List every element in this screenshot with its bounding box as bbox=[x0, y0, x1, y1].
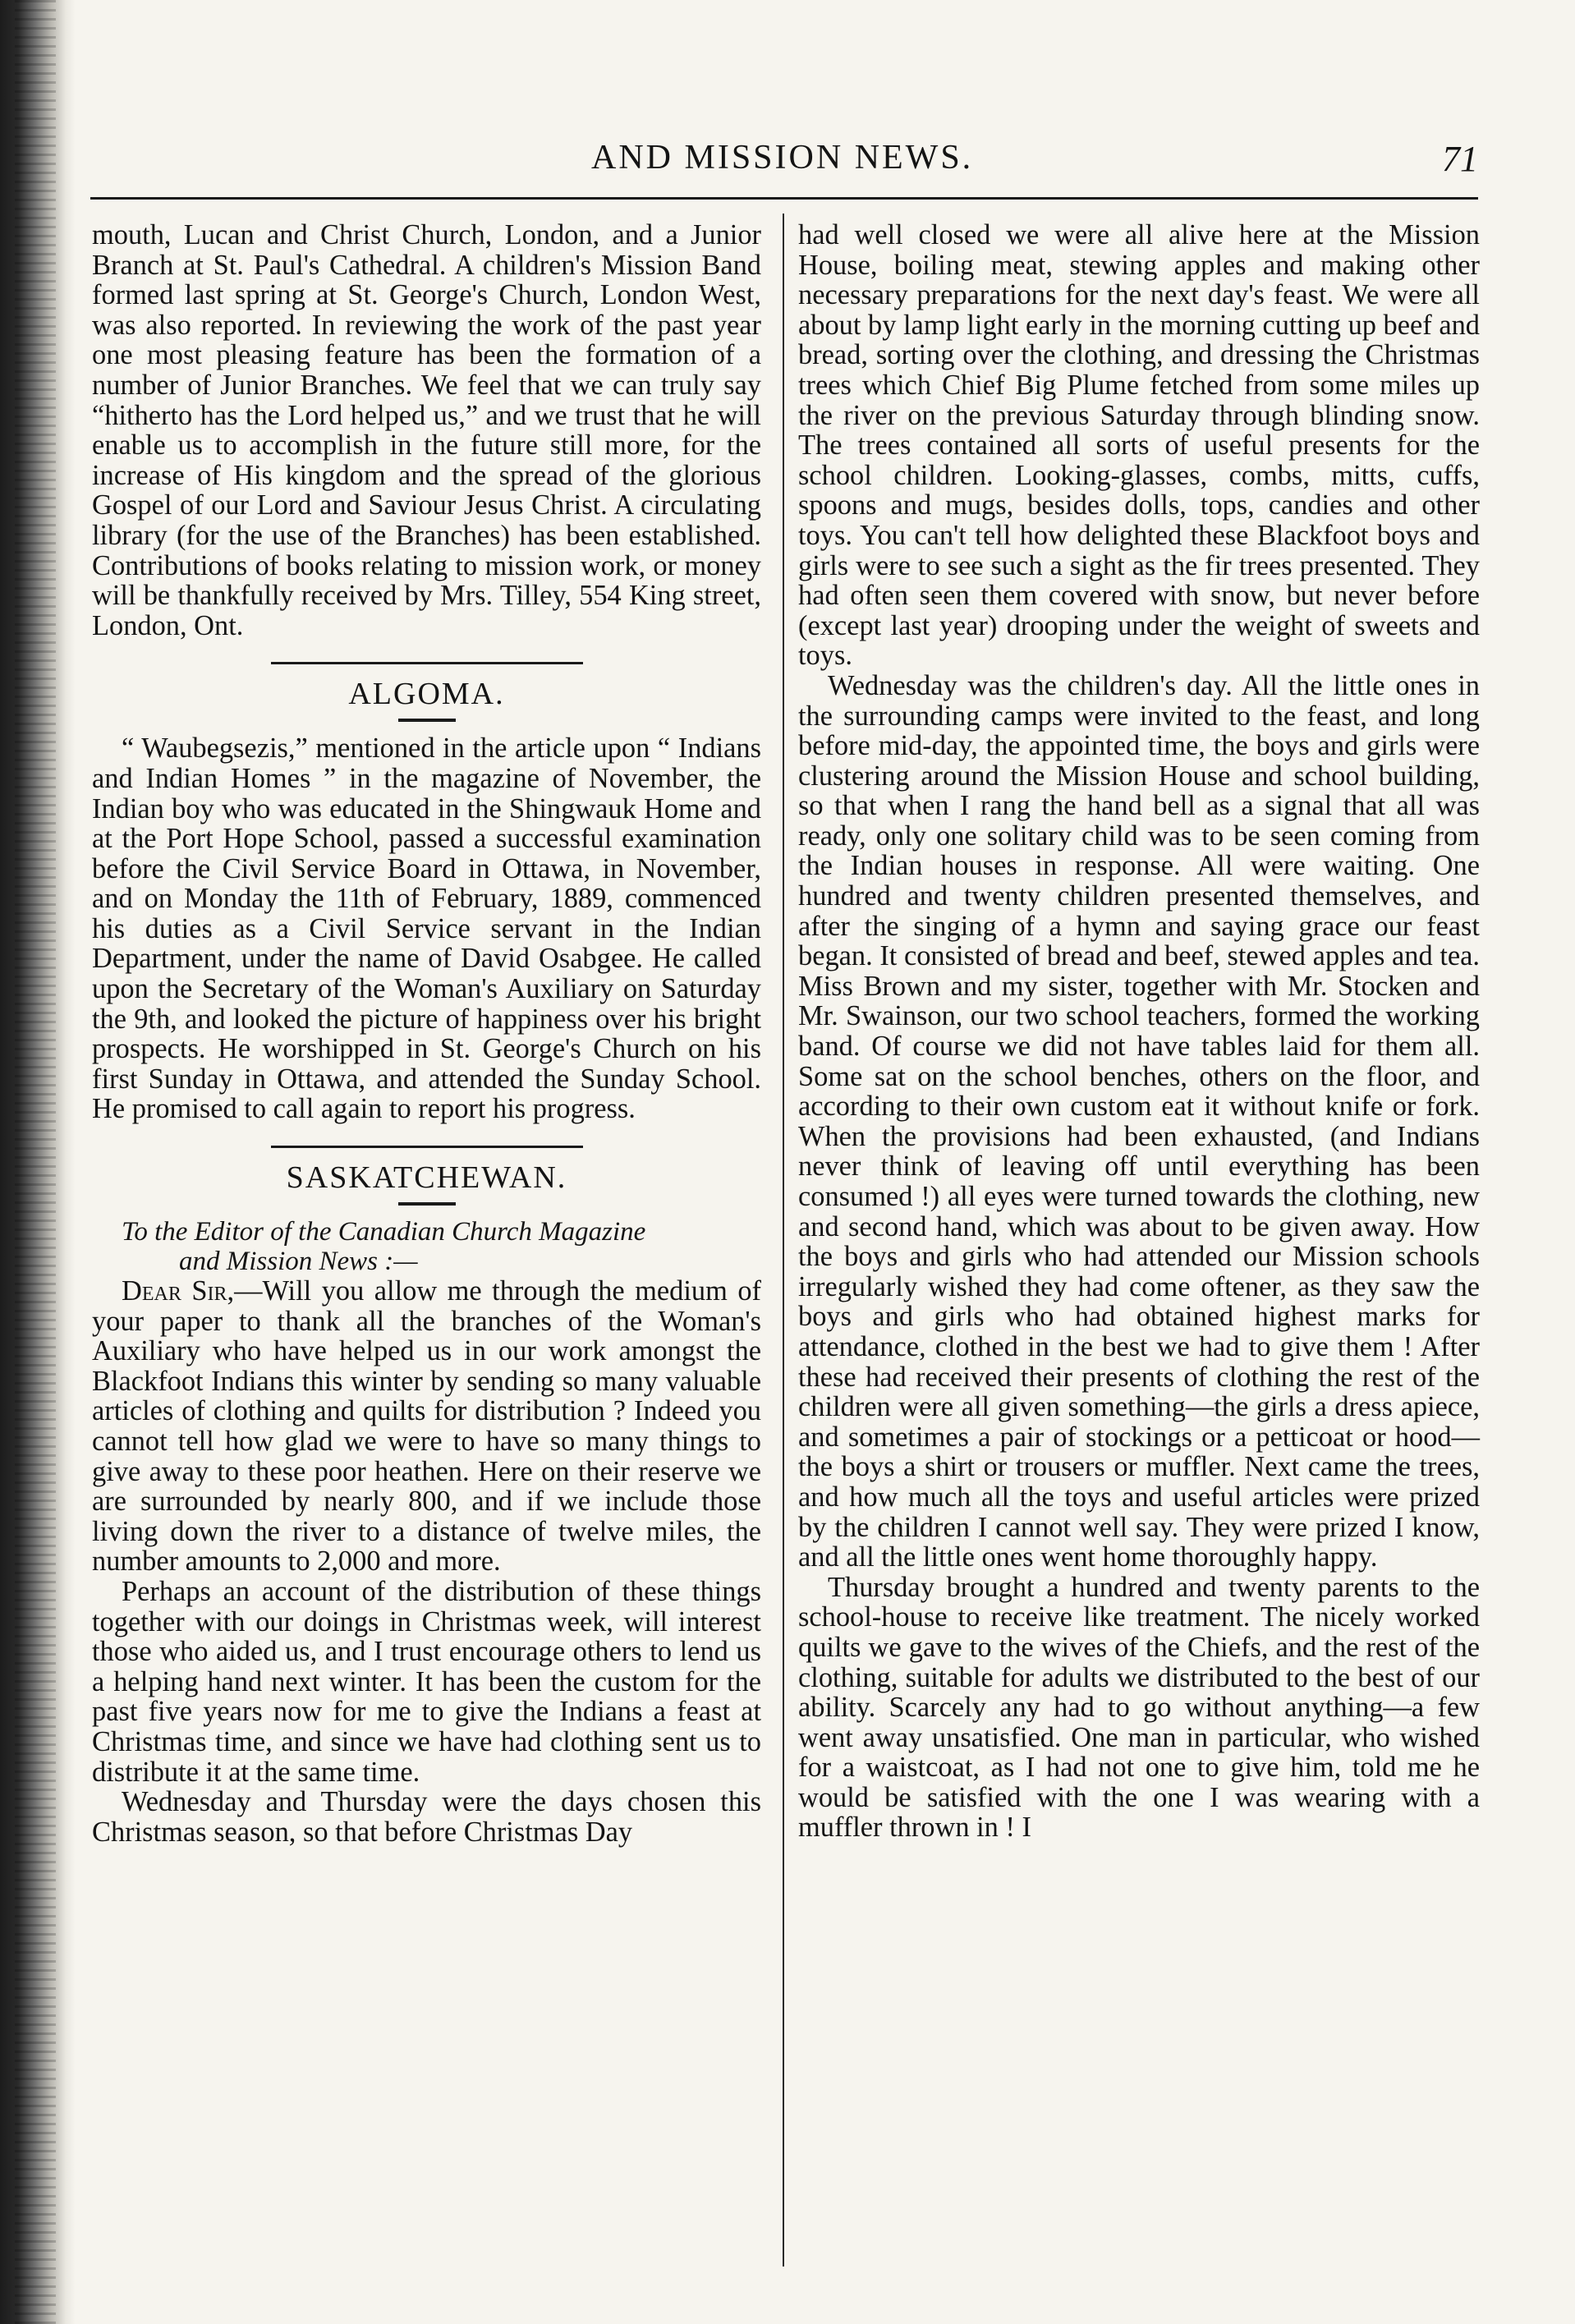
left-column bbox=[92, 220, 761, 1847]
section-heading-algoma: ALGOMA. bbox=[348, 677, 505, 712]
section-heading-saskatchewan: SASKATCHEWAN. bbox=[286, 1160, 567, 1196]
paragraph-childrens-day: Wednesday was the children's day. All the little ones in the surrounding camps were invited to the feast, and long before mid-day, the appointed time, the boys and girls were clustering around the Mission House and school building, so that when I rang the hand bell as a signal that all was ready, only one solitary child was to be seen coming from the Indian houses in response. All were waiting. One hundred and twenty children presented themselves, and after the singing of a hymn and saying grace our feast began. It consisted of bread and beef, stewed apples and tea. Miss Brown and my sister, together with Mr. Stocken and Mr. Swainson, our two school teachers, formed the working band. Of course we did not have tables laid for them all. Some sat on the school benches, others on the floor, and according to their own custom eat it without knife or fork. When the provisions had been exhausted, (and Indians never think of leaving off until everything has been consumed !) all eyes were turned towards the clothing, new and second hand, which was about to be given away. How the boys and girls who had attended our Mission schools irregularly wished they had come oftener, as they saw the boys and girls who had obtained highest marks for attendance, clothed in the best we had to give them ! After these had received their presents of clothing the rest of the children were all given something—the girls a dress apiece, and sometimes a pair of stockings or a petticoat or hood—the boys a shirt or trousers or muffler. Next came the trees, and how much all the toys and useful articles were prized by the children I cannot well say. They were prized I know, and all the little ones went home thoroughly happy. bbox=[798, 669, 1480, 1573]
paragraph-christmas-preparations: had well closed we were all alive here at the Mission House, boiling meat, stewing apples and making other necessary preparations for the next day's feast. We were all about by lamp light early in the morning cutting up beef and bread, sorting over the clothing, and dressing the Christmas trees which Chief Big Plume fetched from some miles up the river on the previous Saturday through blinding snow. The trees contained all sorts of useful presents for the school children. Looking-glasses, combs, mitts, cuffs, spoons and mugs, besides dolls, tops, candies and other toys. You can't tell how delighted these Blackfoot boys and girls were to see such a sight as the fir trees presented. They had often seen them covered with snow, but never before (except last year) drooping under the weight of sweets and toys. bbox=[798, 219, 1480, 672]
page-number: 71 bbox=[1442, 139, 1478, 179]
right-column bbox=[798, 220, 1480, 1843]
paragraph-saskatchewan-3: Wednesday and Thursday were the days chosen this Christmas season, so that before Christmas Day bbox=[92, 1786, 761, 1848]
paragraph-algoma: “ Waubegsezis,” mentioned in the article upon “ Indians and Indian Homes ” in the magazine of November, the Indian boy who was educated in the Shingwauk Home and at the Port Hope School, passed a successful examination before the Civil Service Board in Ottawa, in November, and on Monday the 11th of February, 1889, commenced his duties as a Civil Service servant in the Indian Department, under the name of David Osabgee. He called upon the Secretary of the Woman's Auxiliary on Saturday the 9th, and looked the picture of happiness over his bright prospects. He worshipped in St. George's Church on his first Sunday in Ottawa, and attended the Sunday School. He promised to call again to report his progress. bbox=[92, 733, 761, 1125]
section-rule bbox=[271, 662, 583, 664]
heading-dash bbox=[398, 1202, 456, 1206]
address-line-2: and Mission News :— bbox=[179, 1247, 418, 1277]
paragraph-saskatchewan-2: Perhaps an account of the distribution of these things together with our doings in Christmas week, will interest those who aided us, and I trust encourage others to lend us a helping hand next winter. It has been the custom for the past five years now for me to give the Indians a feast at Christmas time, and since we have had clothing sent us to distribute it at the same time. bbox=[92, 1575, 761, 1788]
letter-address bbox=[92, 1217, 761, 1276]
paragraph-parents-day: Thursday brought a hundred and twenty parents to the school-house to receive like treatment. The nicely worked quilts we gave to the wives of the Chiefs, and the rest of the clothing, suitable for adults we distributed to the best of our ability. Scarcely any had to go without anything—a few went away unsatisfied. One man in particular, who wished for a waistcoat, as I had not one to give him, told me he would be satisfied with the one I was wearing with a muffler thrown in ! I bbox=[798, 1571, 1480, 1844]
paragraph-saskatchewan-1 bbox=[92, 1276, 761, 1577]
letter-salutation: Dear Sir, bbox=[122, 1275, 235, 1307]
running-title: AND MISSION NEWS. bbox=[591, 139, 974, 177]
page-binding-edge bbox=[0, 0, 76, 2324]
address-line-1: To the Editor of the Canadian Church Magazine bbox=[122, 1217, 646, 1247]
column-divider bbox=[783, 214, 784, 2267]
heading-dash bbox=[398, 719, 456, 722]
page-header bbox=[90, 138, 1495, 187]
paragraph-saskatchewan-1-text: —Will you allow me through the medium of your paper to thank all the branches of the Woman's Auxiliary who have helped us in our work amongst the Blackfoot Indians this winter by sending so many valuable articles of clothing and quilts for distribution ? Indeed you cannot tell how glad we were to have so many things to give away to these poor heathen. Here on their reserve we are surrounded by nearly 800, and if we include those living down the river to a distance of twelve miles, the number amounts to 2,000 and more. bbox=[92, 1275, 761, 1578]
paragraph-huron-report: mouth, Lucan and Christ Church, London, and a Junior Branch at St. Paul's Cathedral. A children's Mission Band formed last spring at St. George's Church, London West, was also reported. In reviewing the work of the past year one most pleasing feature has been the formation of a number of Junior Branches. We feel that we can truly say “hitherto has the Lord helped us,” and we trust that he will enable us to accomplish in the future still more, for the increase of His kingdom and the spread of the glorious Gospel of our Lord and Saviour Jesus Christ. A circulating library (for the use of the Branches) has been established. Contributions of books relating to mission work, or money will be thankfully received by Mrs. Tilley, 554 King street, London, Ont. bbox=[92, 219, 761, 641]
section-rule bbox=[271, 1146, 583, 1148]
header-rule bbox=[90, 197, 1478, 200]
